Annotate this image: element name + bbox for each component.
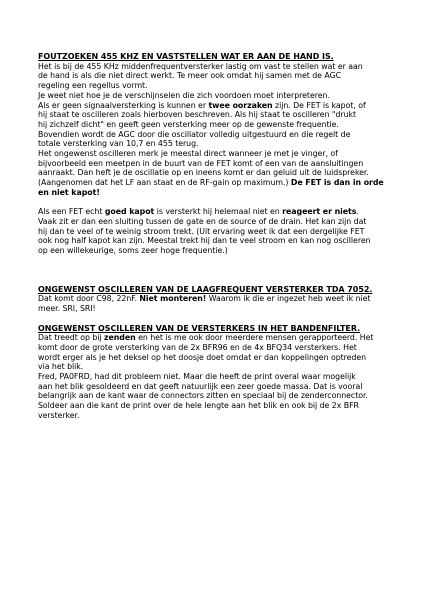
text-run: zijn. De FET is kapot, of xyxy=(272,100,366,110)
paragraph-line: Fred, PA0FRD, had dit probleem niet. Maar die heeft de print overal waar mogelijk xyxy=(38,372,356,382)
paragraph-line: belangrijk aan de kant waar de connectors zitten en speciaal bij de zenderconnector. xyxy=(38,391,368,401)
paragraph-line xyxy=(38,294,394,304)
emphasis-text: Niet monteren! xyxy=(139,294,207,304)
section-gap xyxy=(38,256,394,285)
paragraph-line xyxy=(38,207,394,217)
emphasis-text: reageert er niets xyxy=(282,207,357,217)
section-foutzoeken xyxy=(38,52,394,198)
paragraph-line: versterker. xyxy=(38,410,80,420)
paragraph-line xyxy=(38,188,394,198)
text-run: Als er geen signaalversterking is kunnen er xyxy=(38,100,209,110)
paragraph-line: Vaak zit er dan een sluiting tussen de gate en de source of de drain. Het kan zijn dat xyxy=(38,216,367,226)
paragraph-line: hij dan te veel of te weinig stroom trekt. (Uit ervaring weet ik dat een dergelijke FET xyxy=(38,226,365,236)
emphasis-text: en niet kapot! xyxy=(38,187,100,197)
paragraph-line: ook nog half kapot kan zijn. Meestal trekt hij dan te veel stroom en kan nog oscilleren xyxy=(38,236,371,246)
paragraph-line: aanraakt. Dan heft je de oscillatie op en ineens komt er dan geluid uit de luidspreker. xyxy=(38,168,369,178)
emphasis-text: zenden xyxy=(103,333,136,343)
paragraph-line: Soldeer aan die kant de print over de hele lengte aan het blik en ook bij de 2x BFR xyxy=(38,401,359,411)
paragraph-line: via het blik. xyxy=(38,362,84,372)
paragraph-line: op een willekeurige, soms zeer hoge frequentie.) xyxy=(38,246,228,256)
text-run: Waarom ik die er ingezet heb weet ik niet xyxy=(206,294,371,304)
text-run: Als een FET echt xyxy=(38,207,105,217)
paragraph-line: Het is bij de 455 KHz middenfrequentversterker lastig om vast te stellen wat er aan xyxy=(38,61,363,71)
emphasis-text: goed kapot xyxy=(104,207,155,217)
text-run: . xyxy=(356,207,359,217)
paragraph-gap xyxy=(38,198,394,208)
paragraph-line: wordt erger als je het deksel op het doosje doet omdat er dan koppelingen optreden xyxy=(38,352,367,362)
emphasis-text: De FET is dan in orde xyxy=(290,178,384,188)
paragraph-line: hij zichzelf dicht" en geeft geen versterking meer op de gewenste frequentie. xyxy=(38,119,339,129)
paragraph-line: regeling een regellus vormt. xyxy=(38,81,148,91)
paragraph-line: Het ongewenst oscilleren merk je meestal direct wanneer je met je vinger, of xyxy=(38,149,338,159)
emphasis-text: twee oorzaken xyxy=(208,100,273,110)
paragraph-line: Bovendien wordt de AGC door die oscillator volledig uitgestuurd en die regelt de xyxy=(38,129,351,139)
paragraph-line xyxy=(38,333,394,343)
section-fet-kapot xyxy=(38,207,394,256)
section-bandenfilter xyxy=(38,324,394,421)
paragraph-line: meer. SRI, SRI! xyxy=(38,304,96,314)
text-run: en het is me ook door meerdere mensen gerapporteerd. Het xyxy=(135,333,374,343)
paragraph-line: de hand is als die niet direct werkt. Te meer ook omdat hij samen met de AGC xyxy=(38,71,342,81)
paragraph-line: bijvoorbeeld een meetpen in de buurt van de FET komt of een van de aansluitingen xyxy=(38,158,364,168)
paragraph-line: Je weet niet hoe je de verschijnselen die zich voordoen moet interpreteren. xyxy=(38,90,330,100)
text-run: is versterkt hij helemaal niet en xyxy=(154,207,283,217)
paragraph-line xyxy=(38,178,394,188)
document-page xyxy=(38,52,394,421)
section-heading: ONGEWENST OSCILLEREN VAN DE LAAGFREQUENT VERSTERKER TDA 7052. xyxy=(38,284,373,294)
section-laagfrequent xyxy=(38,285,394,314)
paragraph-line: aan het blik gesoldeerd en dat geeft natuurlijk een zeer goede massa. Dat is vooral xyxy=(38,381,363,391)
text-run: Dat komt door C98, 22nF. xyxy=(38,294,140,304)
paragraph-line: hij staat te oscilleren zoals hierboven beschreven. Als hij staat te oscilleren "drukt xyxy=(38,110,357,120)
text-run: Dat treedt op bij xyxy=(38,333,104,343)
paragraph-line: komt door de grote versterking van de 2x BFR96 en de 4x BFQ34 versterkers. Het xyxy=(38,342,357,352)
paragraph-line xyxy=(38,101,394,111)
section-heading: FOUTZOEKEN 455 KHZ EN VASTSTELLEN WAT ER AAN DE HAND IS. xyxy=(38,52,334,61)
section-heading: ONGEWENST OSCILLEREN VAN DE VERSTERKERS IN HET BANDENFILTER. xyxy=(38,323,361,333)
paragraph-gap xyxy=(38,314,394,324)
text-run: (Aangenomen dat het LF aan staat en de RF-gain op maximum.) xyxy=(38,178,291,188)
paragraph-line: totale versterking van 10,7 en 455 terug. xyxy=(38,139,199,149)
